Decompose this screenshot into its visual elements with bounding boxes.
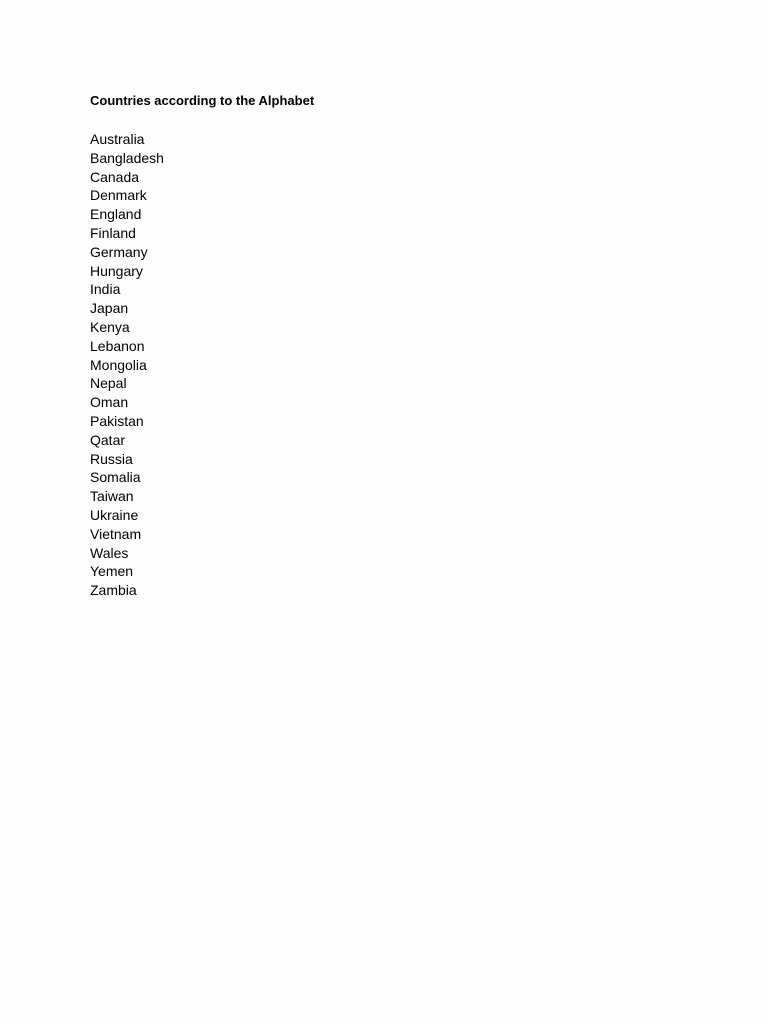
list-item: Mongolia xyxy=(90,356,147,373)
list-item: Taiwan xyxy=(90,488,134,505)
list-item: Somalia xyxy=(90,469,141,486)
list-item: Nepal xyxy=(90,375,127,392)
list-item: England xyxy=(90,206,142,223)
list-item: Wales xyxy=(90,544,129,561)
list-item: Lebanon xyxy=(90,337,145,354)
list-item: Pakistan xyxy=(90,412,144,429)
list-item: Qatar xyxy=(90,431,126,448)
country-list xyxy=(90,130,690,600)
document-title: Countries according to the Alphabet xyxy=(90,93,315,108)
list-item: Bangladesh xyxy=(90,149,164,166)
list-item: India xyxy=(90,281,121,298)
list-item: Hungary xyxy=(90,262,143,279)
list-item: Canada xyxy=(90,168,140,185)
list-item: Kenya xyxy=(90,318,130,335)
list-item: Ukraine xyxy=(90,506,139,523)
list-item: Denmark xyxy=(90,187,147,204)
document-page xyxy=(90,92,690,600)
list-item: Zambia xyxy=(90,582,137,599)
list-item: Yemen xyxy=(90,563,134,580)
list-item: Oman xyxy=(90,394,129,411)
list-item: Vietnam xyxy=(90,525,142,542)
list-item: Australia xyxy=(90,131,145,147)
list-item: Japan xyxy=(90,300,129,317)
list-item: Germany xyxy=(90,243,148,260)
list-item: Russia xyxy=(90,450,133,467)
list-item: Finland xyxy=(90,224,136,241)
